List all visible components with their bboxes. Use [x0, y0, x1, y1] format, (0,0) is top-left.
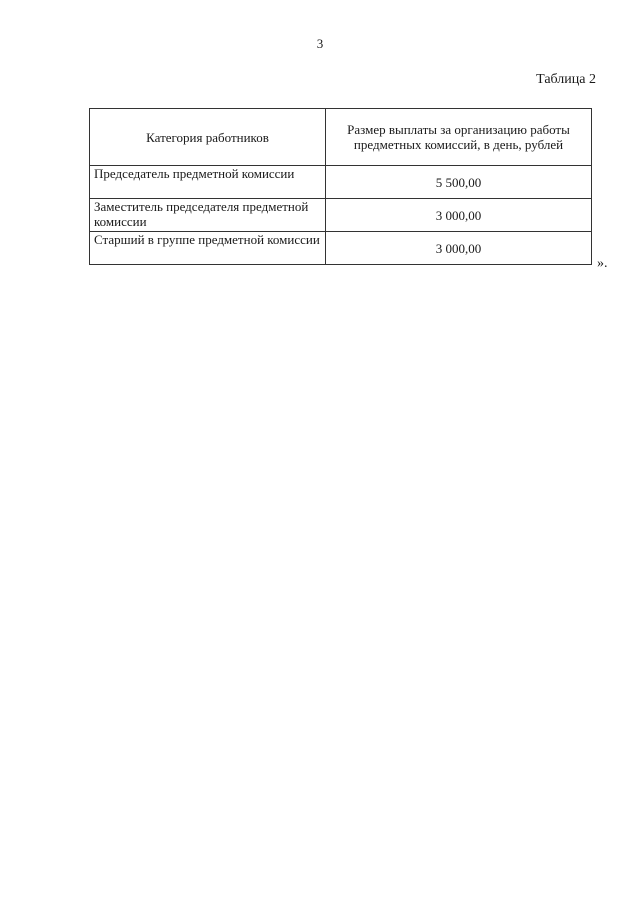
- table-row: [90, 166, 592, 199]
- row-amount: 5 500,00: [326, 166, 592, 199]
- row-category: Заместитель председателя предметной комиссии: [90, 199, 326, 232]
- table-row: [90, 199, 592, 232]
- table-header-row: [90, 109, 592, 166]
- table-row: [90, 232, 592, 265]
- row-category: Старший в группе предметной комиссии: [90, 232, 326, 265]
- payment-table: [89, 108, 592, 265]
- table-caption: Таблица 2: [536, 72, 596, 87]
- row-category: Председатель предметной комиссии: [90, 166, 326, 199]
- closing-quote-mark: ».: [597, 256, 608, 271]
- header-category: Категория работников: [90, 109, 326, 166]
- row-amount: 3 000,00: [326, 232, 592, 265]
- row-amount: 3 000,00: [326, 199, 592, 232]
- header-amount: Размер выплаты за организацию работы предметных комиссий, в день, рублей: [326, 109, 592, 166]
- page-number: 3: [316, 36, 324, 51]
